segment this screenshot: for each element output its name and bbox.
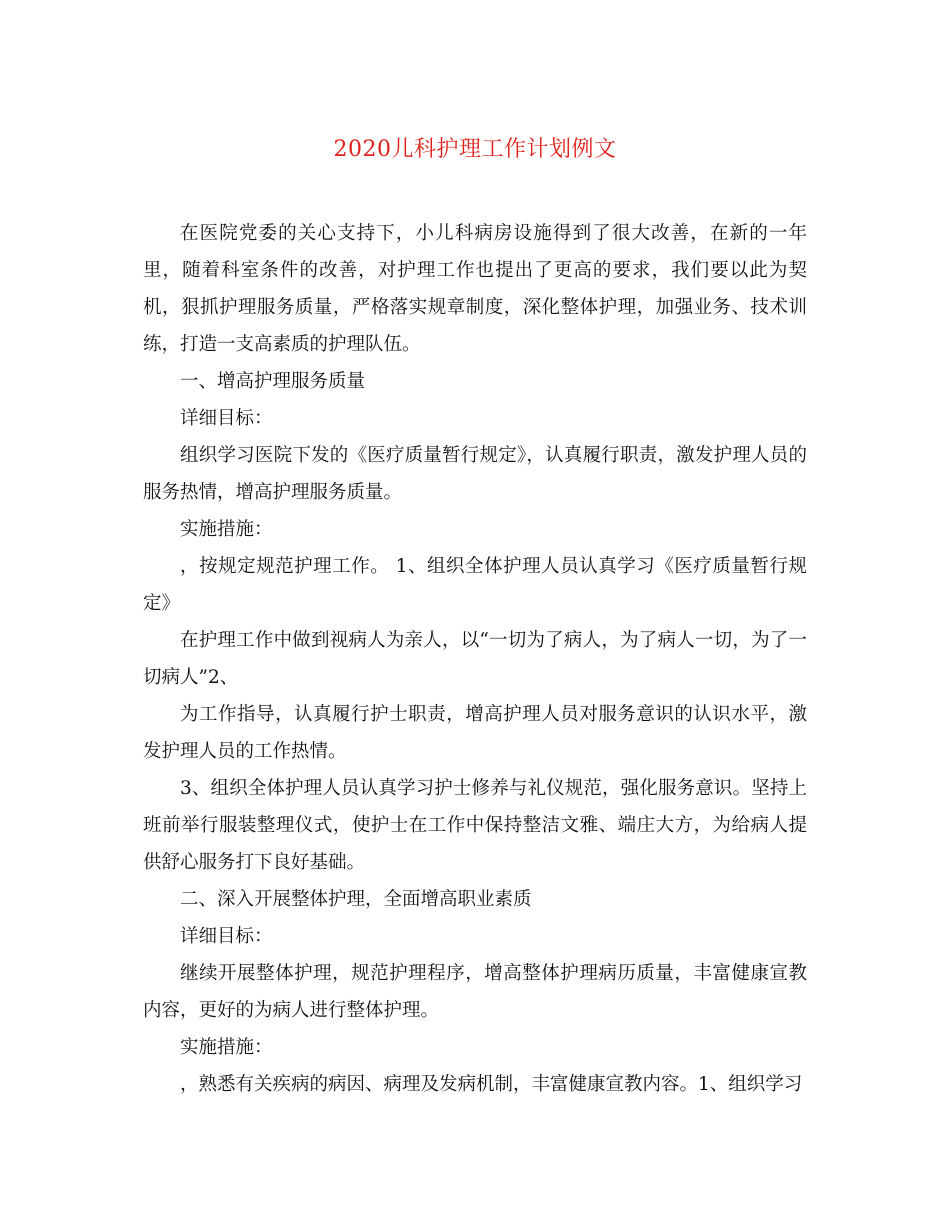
document-body (143, 215, 807, 1103)
paragraph-measure-5: ，熟悉有关疾病的病因、病理及发病机制，丰富健康宣教内容。1、组织学习 (180, 1074, 803, 1095)
document-title: 2020儿科护理工作计划例文 (333, 137, 617, 162)
paragraph-goal-1: 组织学习医院下发的《医疗质量暂行规定》，认真履行职责，激发护理人员的服务热情，增高护理服务质量。 (143, 445, 807, 503)
section-heading-1: 一、增高护理服务质量 (180, 371, 366, 392)
section-heading-2: 二、深入开展整体护理，全面增高职业素质 (180, 889, 532, 910)
paragraph-goal-2: 继续开展整体护理，规范护理程序，增高整体护理病历质量，丰富健康宣教内容，更好的为病人进行整体护理。 (143, 963, 807, 1021)
paragraph-intro: 在医院党委的关心支持下，小儿科病房设施得到了很大改善，在新的一年里，随着科室条件的改善，对护理工作也提出了更高的要求，我们要以此为契机，狠抓护理服务质量，严格落实规章制度，深化整体护理，加强业务、技术训练，打造一支高素质的护理队伍。 (143, 223, 807, 355)
paragraph-measure-4: 3、组织全体护理人员认真学习护士修养与礼仪规范，强化服务意识。坚持上班前举行服装整理仪式，使护士在工作中保持整洁文雅、端庄大方，为给病人提供舒心服务打下良好基础。 (143, 778, 807, 873)
label-measures-2: 实施措施： (180, 1037, 273, 1058)
paragraph-measure-1: ，按规定规范护理工作。 1、组织全体护理人员认真学习《医疗质量暂行规定》 (143, 556, 807, 614)
paragraph-measure-2: 在护理工作中做到视病人为亲人，以“一切为了病人，为了病人一切，为了一切病人”2、 (143, 630, 807, 688)
label-detailed-goal-2: 详细目标： (180, 926, 273, 947)
label-measures-1: 实施措施： (180, 519, 273, 540)
label-detailed-goal-1: 详细目标： (180, 408, 273, 429)
paragraph-measure-3: 为工作指导，认真履行护士职责，增高护理人员对服务意识的认识水平，激发护理人员的工作热情。 (143, 704, 807, 762)
